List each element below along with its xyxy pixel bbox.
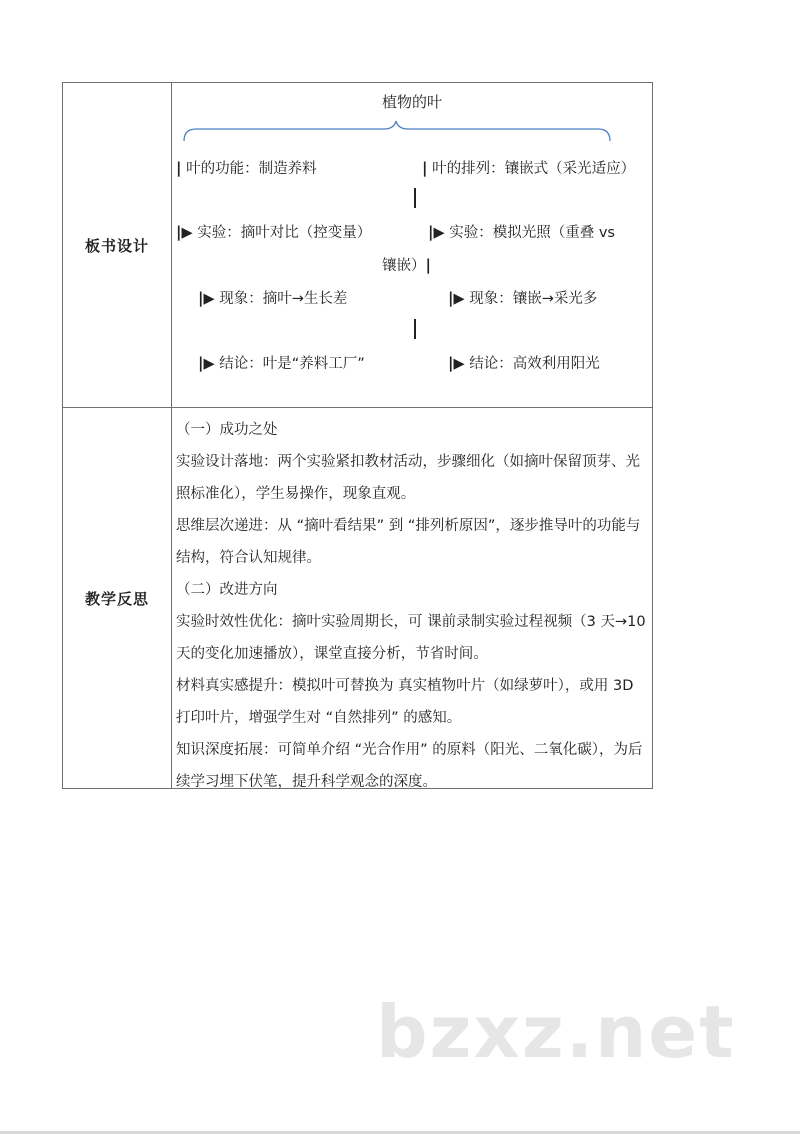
right-experiment: |▶ 实验：模拟光照（重叠 vs (428, 223, 615, 241)
left-experiment: |▶ 实验：摘叶对比（控变量） (176, 223, 372, 241)
reflection-row (63, 408, 653, 789)
board-design-cell (172, 83, 653, 408)
reflection-paragraph: （一）成功之处 (176, 422, 278, 438)
reflection-paragraph: 材料真实感提升：模拟叶可替换为 真实植物叶片（如绿萝叶），或用 3D 打印叶片，增强学生对 “自然排列” 的感知。 (176, 678, 634, 726)
board-design-row (63, 83, 653, 408)
board-title: 植物的叶 (381, 93, 442, 111)
reflection-cell (172, 408, 653, 789)
board-diagram (172, 83, 652, 407)
reflection-paragraph: 实验设计落地：两个实验紧扣教材活动，步骤细化（如摘叶保留顶芽、光照标准化），学生易操作，现象直观。 (176, 454, 640, 502)
reflection-paragraph: 实验时效性优化：摘叶实验周期长，可 课前录制实验过程视频（3 天→10 天的变化加速播放），课堂直接分析，节省时间。 (176, 614, 646, 662)
right-phenomenon: |▶ 现象：镶嵌→采光多 (448, 289, 598, 307)
reflection-paragraph: 知识深度拓展：可简单介绍 “光合作用” 的原料（阳光、二氧化碳），为后续学习埋下伏笔，提升科学观念的深度。 (176, 742, 643, 790)
reflection-label: 教学反思 (63, 408, 172, 789)
reflection-paragraph: 思维层次递进：从 “摘叶看结果” 到 “排列析原因”，逐步推导叶的功能与结构，符合认知规律。 (176, 518, 641, 566)
reflection-text (172, 408, 652, 788)
right-experiment-cont: 镶嵌）| (382, 256, 431, 274)
board-design-label: 板书设计 (63, 83, 172, 408)
left-heading: | 叶的功能：制造养料 (176, 159, 317, 177)
curly-brace-icon (184, 121, 610, 141)
lesson-table (62, 82, 653, 789)
left-conclusion: |▶ 结论：叶是“养料工厂” (198, 354, 365, 372)
reflection-paragraph: （二）改进方向 (176, 582, 278, 598)
watermark-logo: bzxz.net (376, 990, 736, 1074)
left-phenomenon: |▶ 现象：摘叶→生长差 (198, 289, 348, 307)
right-heading: | 叶的排列：镶嵌式（采光适应） (422, 159, 636, 177)
right-conclusion: |▶ 结论：高效利用阳光 (448, 354, 600, 372)
